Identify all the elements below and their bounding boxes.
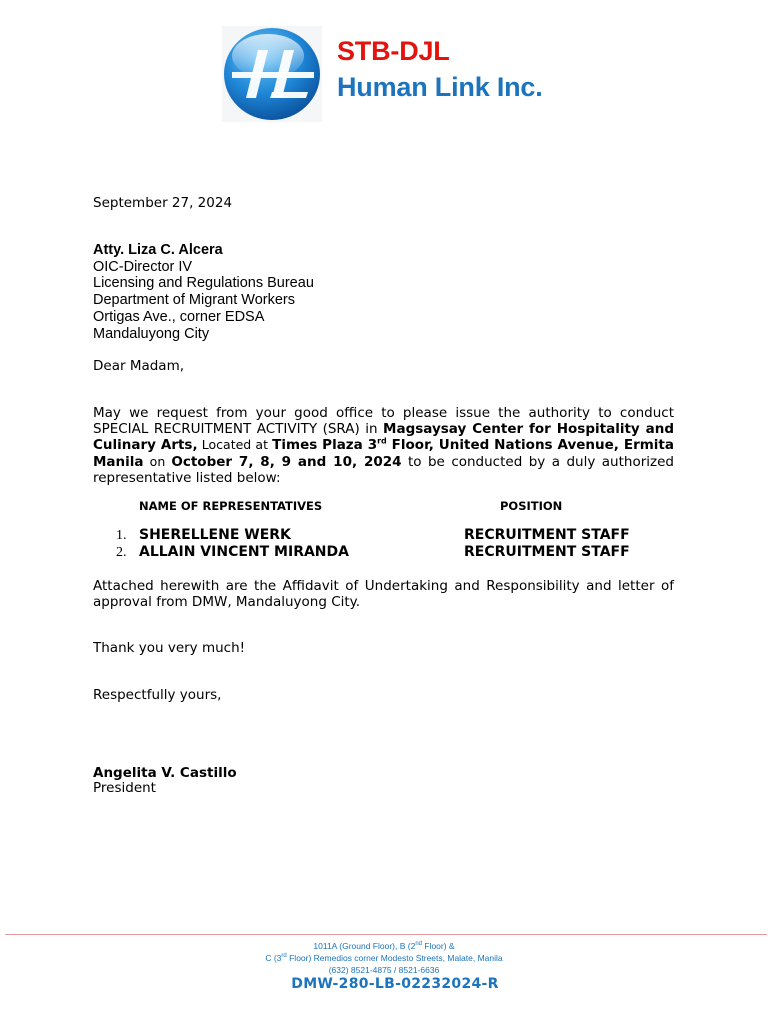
activity-dates: October 7, 8, 9 and 10, 2024 [171,453,402,470]
venue-place: Times Plaza 3rd Floor, United Nations Avenue, Ermita Manila [93,436,674,470]
column-header-name: NAME OF REPRESENTATIVES [139,499,323,513]
located-text: Located at [197,437,273,453]
recipient-street: Ortigas Ave., corner EDSA [93,308,265,325]
human-link-logo-icon [222,26,322,122]
signatory-title: President [93,780,156,796]
column-header-position: POSITION [500,499,563,513]
representative-name: SHERELLENE WERK [139,527,291,543]
recipient-city: Mandaluyong City [93,325,210,342]
document-code: DMW-280-LB-02232024-R [291,976,499,992]
closing-line: Respectfully yours, [93,687,222,703]
attachment-paragraph: Attached herewith are the Affidavit of Undertaking and Responsibility and letter of approval from DMW, Mandaluyong City. [93,578,674,611]
row-number: 1. [116,528,127,543]
on-text: on [143,453,172,469]
row-number: 2. [116,545,127,560]
request-text-end: to be conducted by a duly authorized representative listed below: [93,453,674,486]
signatory-name: Angelita V. Castillo [93,765,237,781]
representative-position: RECRUITMENT STAFF [464,527,630,543]
recipient-address [93,242,314,342]
footer-address-line2: C (3rd Floor) Remedios corner Modesto Streets, Malate, Manila [265,953,503,963]
brand-name-company: Human Link Inc. [337,72,543,102]
representative-position: RECRUITMENT STAFF [464,544,630,560]
footer-address-line1: 1011A (Ground Floor), B (2nd Floor) & [313,941,455,951]
letter-date: September 27, 2024 [93,195,233,211]
request-text: May we request from your good office to please issue the authority to conduct SPECIAL RECRUITMENT ACTIVITY (SRA) in [93,405,674,438]
salutation: Dear Madam, [93,358,185,374]
venue-name: Magsaysay Center for Hospitality and Culinary Arts, [93,421,674,454]
recipient-title: OIC-Director IV [93,258,193,275]
footer-divider [5,934,767,935]
representative-name: ALLAIN VINCENT MIRANDA [139,544,349,560]
request-paragraph [93,405,674,486]
recipient-department: Department of Migrant Workers [93,292,295,309]
recipient-bureau: Licensing and Regulations Bureau [93,275,314,292]
brand-name-code: STB-DJL [337,36,450,66]
thanks-line: Thank you very much! [93,640,246,656]
company-logo [222,26,322,122]
footer-phone: (632) 8521-4875 / 8521-6636 [328,965,440,975]
recipient-name: Atty. Liza C. Alcera [93,242,223,258]
